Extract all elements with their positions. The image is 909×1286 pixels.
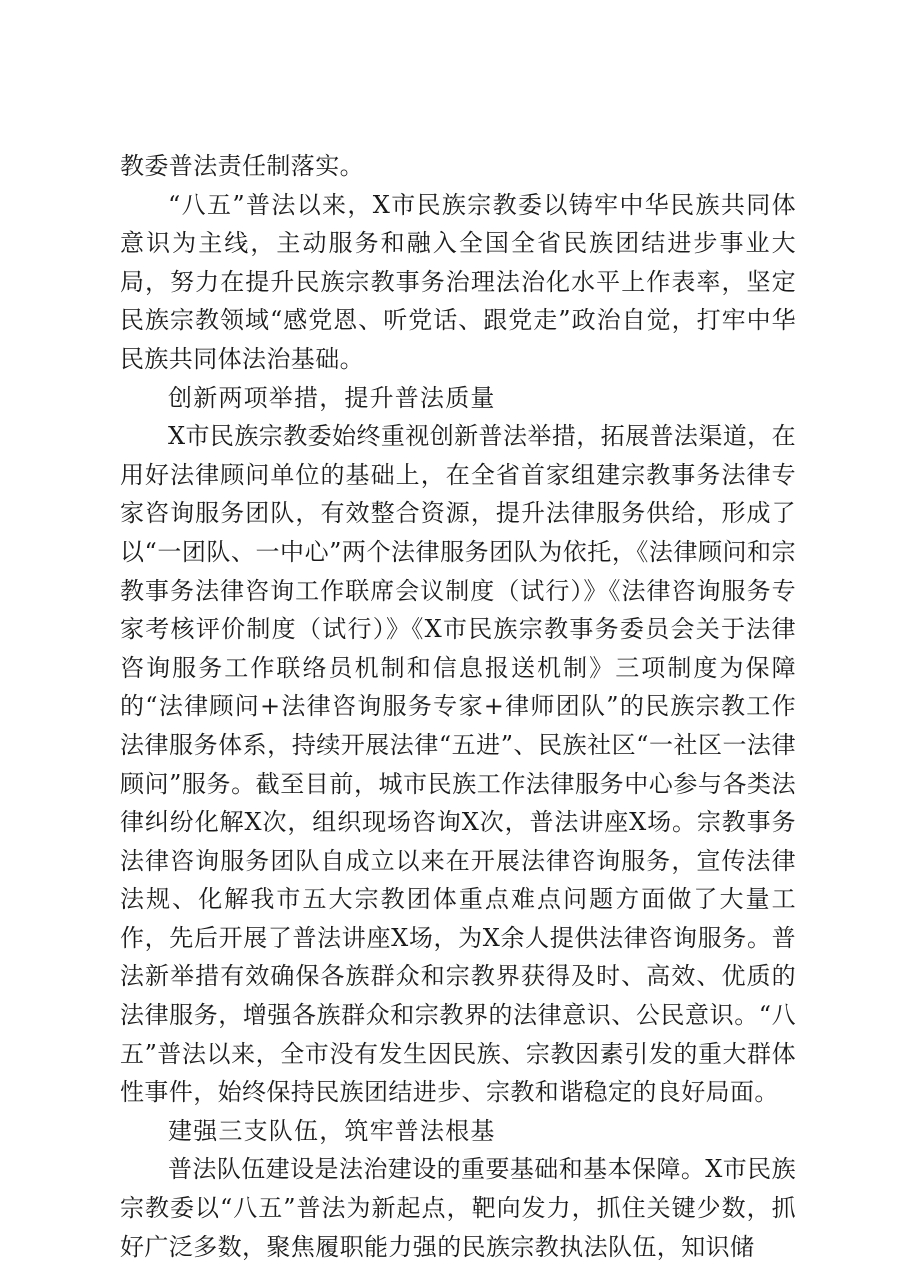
- section-heading-innovation: 创新两项举措，提升普法质量: [168, 383, 496, 412]
- paragraph-teams: 普法队伍建设是法治建设的重要基础和基本保障。X市民族宗教委以“八五”普法为新起点，靶向发力，抓住关键少数，抓好广泛多数，聚焦履职能力强的民族宗教执法队伍，知识储: [120, 1155, 796, 1261]
- paragraph-innovation: X市民族宗教委始终重视创新普法举措，拓展普法渠道，在用好法律顾问单位的基础上，在全省首家组建宗教事务法律专家咨询服务团队，有效整合资源，提升法律服务供给，形成了以“一团队、一中心”两个法律服务团队为依托，《法律顾问和宗教事务法律咨询工作联席会议制度（试行）》《法律咨询服务专家考核评价制度（试行）》《X市民族宗教事务委员会关于法律咨询服务工作联络员机制和信息报送机制》三项制度为保障的“法律顾问+法律咨询服务专家+律师团队”的民族宗教工作法律服务体系，持续开展法律“五进”、民族社区“一社区一法律顾问”服务。截至目前，城市民族工作法律服务中心参与各类法律纠纷化解X次，组织现场咨询X次，普法讲座X场。宗教事务法律咨询服务团队自成立以来在开展法律咨询服务，宣传法律法规、化解我市五大宗教团体重点难点问题方面做了大量工作，先后开展了普法讲座X场，为X余人提供法律咨询服务。普法新举措有效确保各族群众和宗教界获得及时、高效、优质的法律服务，增强各族群众和宗教界的法律意识、公民意识。“八五”普法以来，全市没有发生因民族、宗教因素引发的重大群体性事件，始终保持民族团结进步、宗教和谐稳定的良好局面。: [120, 422, 796, 1107]
- document-body: [120, 147, 796, 1266]
- section-heading-teams: 建强三支队伍，筑牢普法根基: [168, 1116, 496, 1145]
- paragraph-continuation: 教委普法责任制落实。: [120, 152, 364, 180]
- paragraph-overview: “八五”普法以来，X市民族宗教委以铸牢中华民族共同体意识为主线，主动服务和融入全国全省民族团结进步事业大局，努力在提升民族宗教事务治理法治化水平上作表率，坚定民族宗教领域“感党恩、听党话、跟党走”政治自觉，打牢中华民族共同体法治基础。: [120, 190, 796, 373]
